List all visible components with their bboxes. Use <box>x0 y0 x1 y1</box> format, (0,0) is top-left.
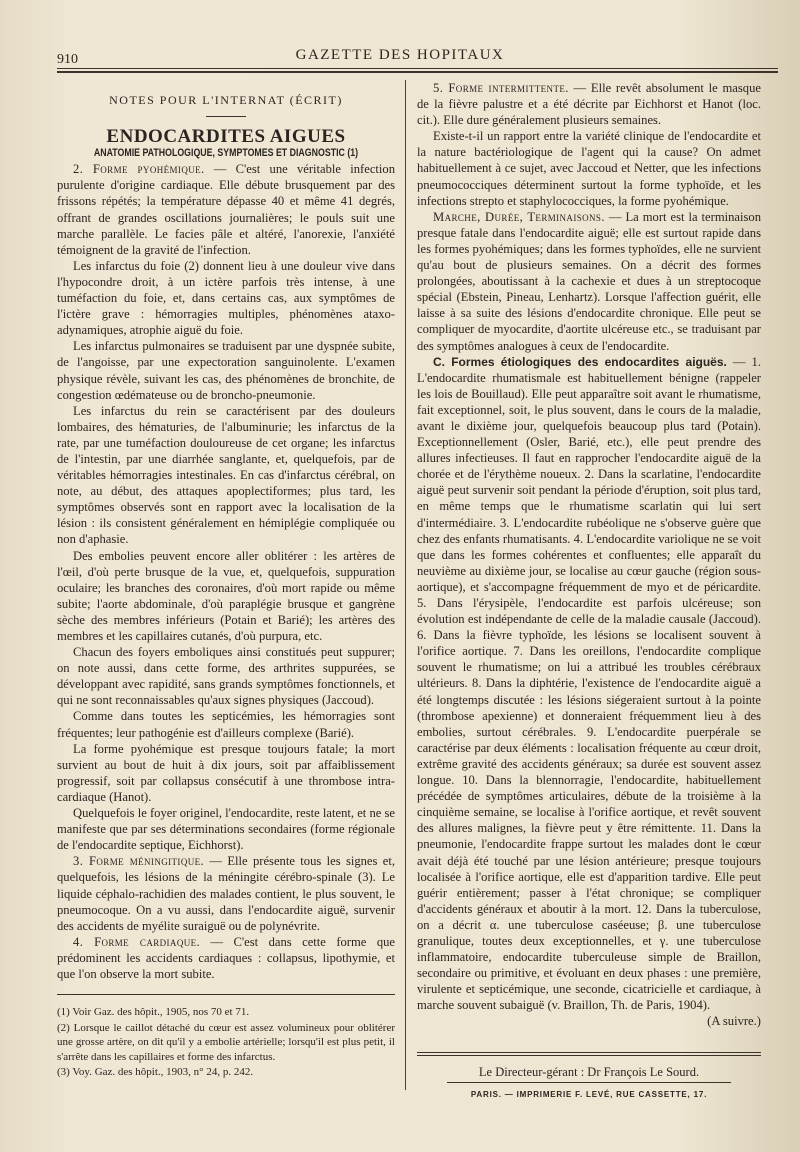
paragraph-heading: Marche, Durée, Terminaisons. <box>433 209 605 224</box>
paragraph: 3. Forme méningitique. — Elle présente tous les signes et, quelquefois, les lésions de la méningite cérébro-spinale (3). Le liquide céphalo-rachidien des malades contient, le plus souvent, le pneumocoque. On a vu aussi, dans l'endocardite aiguë, survenir des accidents de myélite suraiguë ou de polynévrite. <box>57 854 396 933</box>
footnote-rule <box>57 994 395 995</box>
paragraph: Quelquefois le foyer originel, l'endocardite, reste latent, et ne se manifeste que par ses déterminations secondaires (forme régionale de l'endocardite septique, Eichhorst). <box>57 806 395 853</box>
paragraph: 2. Forme pyohémique. — C'est une véritable infection purulente d'origine cardiaque. Elle débute brusquement par des frissons répétés; la température dépasse 40 et même 41 degrés, offrant de grandes oscillations journalières; le pouls suit une marche parallèle. Le facies pâle et altéré, l'anorexie, l'anxiété témoignent de la gravité de l'infection. <box>57 162 395 257</box>
article-title: ENDOCARDITES AIGUES <box>106 126 346 148</box>
paragraph: Comme dans toutes les septicémies, les hémorragies sont fréquentes; leur pathogénie est d'ailleurs complexe (Barié). <box>57 709 395 740</box>
paragraph: C. Formes étiologiques des endocardites aiguës. — 1. L'endocardite rhumatismale est habituellement bénigne (rappeler les lois de Bouillaud). Elle peut apparaître soit avant le rhumatisme, fait exceptionnel, soit, le plus souvent, dans le cours de la maladie, avant le dixième jour, quelquefois beaucoup plus tard (Potain). Exceptionnellement (Osler, Barié, etc.), elle peut prendre des allures infectieuses. Il faut en rapprocher l'endocardite aiguë de la chorée et de l'érythème noueux. 2. Dans la scarlatine, l'endocardite aiguë peut survenir soit pendant la période d'éruption, soit plus tard, en même temps que le rhumatisme scarlatin qui lui sert d'intermédiaire. 3. L'endocardite rubéolique ne s'observe guère que chez des enfants rhumatisants. 4. L'endocardite variolique ne se voit que dans les formes cohérentes et confluentes; elle apparaît du neuvième au dixième jour, se localise au cœur gauche (région sous-aortique), et s'accompagne fréquemment de myo et de péricardite. 5. Dans l'érysipèle, l'endocardite est parfois ulcéreuse; son évolution est indépendante de celle de la maladie causale (Jaccoud). 6. Dans la fièvre typhoïde, les lésions se localisent souvent à l'orifice aortique. 7. Dans les oreillons, l'endocardite complique souvent le rhumatisme; on lui a attribué les troubles cérébraux ultérieurs. 8. Dans la diphtérie, l'existence de l'endocardite aiguë a été longtemps discutée : les lésions siégeraient surtout à la pointe (thrombose apexienne) et donneraient fréquemment lieu à des embolies, surtout cérébrales. 9. L'endocardite puerpérale se caractérise par deux éléments : localisation fréquente au cœur droit, extrême gravité des accidents généraux; sa durée est souvent assez longue. 10. Dans la blennorragie, l'endocardite, habituellement précédée de symptômes articulaires, débute de la troisième à la cinquième semaine, se localise à l'orifice aortique, et revêt souvent des allures malignes, la fièvre peut y être rémittente. 11. Dans la pneumonie, l'endocardite frappe surtout les malades dont le cœur avait déjà été touché par une lésion antérieure; presque toujours localisée à l'orifice aortique, elle est d'apparition tardive. Elle peut guérir entièrement; passer à l'état chronique; se compliquer d'accidents généraux et aboutir à la mort. 12. Dans la tuberculose, on a décrit α. une tuberculose caséeuse; β. une tuberculose granulique, toutes deux exceptionnelles, et γ. une tuberculose inflammatoire, endocardite tuberculeuse simple de Braillon, secondaire ou primitive, et évoluant en deux phases : une première, virulente et septicémique, une seconde, cicatricielle et cardiaque, à marche souvent subaiguë (v. Braillon, Th. de Paris, 1904). <box>417 354 761 1013</box>
column-divider <box>405 80 406 1090</box>
paragraph-heading: 5. Forme intermittente. <box>433 81 569 95</box>
paragraph: Les infarctus du rein se caractérisent par des douleurs lombaires, des hématuries, de l'albuminurie; les infarctus de la rate, par une tuméfaction douloureuse de cet organe; les infarctus de l'intestin, par une diarrhée sanglante, et, quelquefois, par de véritables hémorragies intestinales. En cas d'infarctus cérébral, on note, au début, des attaques apoplectiformes; plus tard, les symptômes observés sont en rapport avec la localisation de la lésion : ils consistent généralement en hémiplégie compliquée ou non d'aphasie. <box>57 403 395 547</box>
to-be-continued: (A suivre.) <box>707 1014 761 1029</box>
footnote: (1) Voir Gaz. des hôpit., 1905, nos 70 et 71. <box>57 1006 250 1019</box>
director-credit: Le Directeur-gérant : Dr François Le Sourd. <box>478 1064 700 1079</box>
article-subtitle: ANATOMIE PATHOLOGIQUE, SYMPTOMES ET DIAGNOSTIC (1) <box>93 147 359 160</box>
paragraph: Chacun des foyers emboliques ainsi constitués peut suppurer; on note aussi, dans cette forme, des arthrites suppurées, se développant avec rapidité, sans grands symptômes fonctionnels, et qui ne sont reconnaissables qu'aux signes physiques (Jaccoud). <box>57 645 395 708</box>
paragraph: 4. Forme cardiaque. — C'est dans cette forme que prédominent les accidents cardiaques : collapsus, lipothymie, et que l'on observe la mort subite. <box>57 934 395 981</box>
paragraph: Les infarctus du foie (2) donnent lieu à une douleur vive dans l'hypocondre droit, à un ictère parfois très intense, à une tuméfaction du foie, et, dans certains cas, aux symptômes de l'ictère grave : hémorragies multiples, phénomènes ataxo-adynamiques, atrophie aiguë du foie. <box>57 258 395 338</box>
paragraph: Existe-t-il un rapport entre la variété clinique de l'endocardite et la nature bactériologique de l'agent qui la cause? On admet habituellement à ce sujet, avec Jaccoud et Netter, que les infections pneumococciques déterminent surtout la forme typhoïde, et les infections strepto et staphylococciques, la forme pyohémique. <box>417 129 761 208</box>
imprint-rule <box>447 1082 731 1083</box>
paragraph: La forme pyohémique est presque toujours fatale; la mort survient au bout de huit à dix jours, soit par affaiblissement progressif, soit par collapsus consécutif à une thrombose intra-cardiaque (Hanot). <box>57 741 395 804</box>
paragraph: Des embolies peuvent encore aller oblitérer : les artères de l'œil, d'où perte brusque de la vue, et, quelquefois, suppuration oculaire; les branches des coronaires, d'où mort rapide ou même subite; l'aorte abdominale, d'où paraplégie brusque et gangrène sèche des membres inférieurs (Potain et Barié); les artères des membres et les capillaires cutanés, d'où purpura, etc. <box>57 548 395 643</box>
footnote: (2) Lorsque le caillot détaché du cœur est assez volumineux pour oblitérer une grosse artère, on dit qu'il y a embolie artérielle; lorsqu'il est plus petit, il s'arrête dans les capillaires et forme des infarctus. <box>57 1021 395 1063</box>
paragraph-heading: 2. Forme pyohémique. <box>73 162 205 177</box>
paragraph: Les infarctus pulmonaires se traduisent par une dyspnée subite, de l'angoisse, par une expectoration sanguinolente. L'examen physique révèle, suivant les cas, des phénomènes de bronchite, de congestion œdémateuse ou de broncho-pneumonie. <box>57 339 395 402</box>
paragraph-heading: C. Formes étiologiques des endocardites aiguës. <box>433 354 727 369</box>
footnote: (3) Voy. Gaz. des hôpit., 1903, n° 24, p. 242. <box>57 1066 254 1079</box>
section-heading: NOTES POUR L'INTERNAT (ÉCRIT) <box>109 93 343 107</box>
left-column <box>57 80 395 1080</box>
closing-rule <box>417 1052 761 1056</box>
printer-imprint: PARIS. — IMPRIMERIE F. LEVÉ, RUE CASSETTE, 17. <box>470 1089 708 1099</box>
paragraph-heading: 3. Forme méningitique. <box>73 854 205 869</box>
paragraph: Marche, Durée, Terminaisons. — La mort est la terminaison presque fatale dans l'endocardite aiguë; elle est surtout rapide dans les formes pyohémiques; dans les formes typhoïdes, elle ne survient qu'au bout de plusieurs semaines. On a décrit des formes prolongées, aboutissant à la cachexie et dues à un streptocoque spécial (Ebstein, Pineau, Lenhartz). Lorsque l'affection guérit, elle laisse à sa suite des lésions d'endocardite chronique. Elle peut se compliquer de myocardite, d'aortite ulcéreuse etc., se traduisant par des symptômes analogues à ceux de l'endocardite. <box>417 209 761 353</box>
title-rule <box>206 116 246 117</box>
right-column <box>417 80 761 1103</box>
header-rule <box>57 68 778 73</box>
running-title: GAZETTE DES HOPITAUX <box>295 47 505 63</box>
paragraph-heading: 4. Forme cardiaque. <box>73 934 201 949</box>
paragraph: 5. Forme intermittente. — Elle revêt absolument le masque de la fièvre palustre et a été décrite par Eichhorst et Hanot (loc. cit.). Elle dure généralement plusieurs semaines. <box>417 81 761 128</box>
page-number: 910 <box>57 52 78 67</box>
